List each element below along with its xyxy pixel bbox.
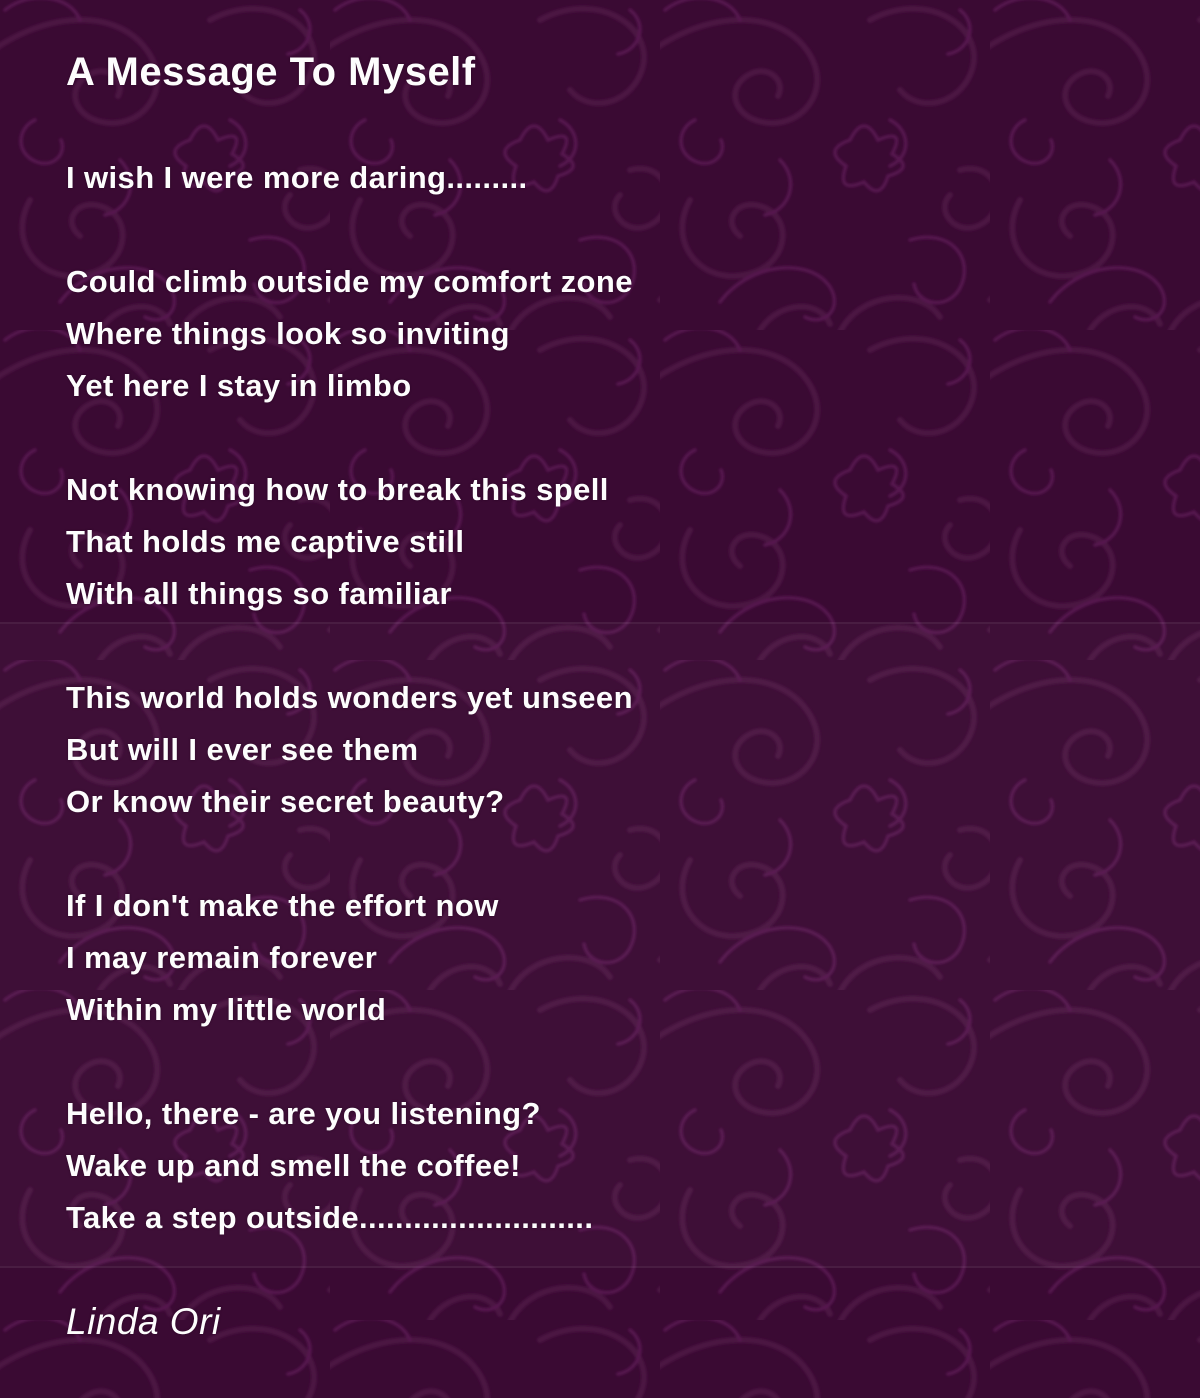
poem-line: That holds me captive still (66, 524, 465, 559)
poem-line: With all things so familiar (66, 576, 453, 611)
stanza-6 (66, 1088, 1160, 1244)
poem-line: Hello, there - are you listening? (66, 1096, 541, 1131)
stanza-2 (66, 256, 1160, 412)
poem-line: Not knowing how to break this spell (66, 472, 609, 507)
poem-author: Linda Ori (66, 1301, 221, 1342)
poem-line: But will I ever see them (66, 732, 419, 767)
poem-line: Yet here I stay in limbo (66, 368, 412, 403)
poem-line: Take a step outside.......................... (66, 1200, 594, 1235)
poem-line: I wish I were more daring......... (66, 160, 528, 195)
poem-line: Or know their secret beauty? (66, 784, 505, 819)
poem-line: Wake up and smell the coffee! (66, 1148, 521, 1183)
poem-line: This world holds wonders yet unseen (66, 680, 633, 715)
poem-line: Could climb outside my comfort zone (66, 264, 633, 299)
poem-line: If I don't make the effort now (66, 888, 499, 923)
stanza-5 (66, 880, 1160, 1036)
poem-line: Where things look so inviting (66, 316, 510, 351)
poem-content (66, 0, 1160, 1348)
poem-line: I may remain forever (66, 940, 378, 975)
poem-title: A Message To Myself (66, 50, 476, 94)
poem-line: Within my little world (66, 992, 387, 1027)
stanza-3 (66, 464, 1160, 620)
stanza-1 (66, 152, 1160, 204)
stanza-4 (66, 672, 1160, 828)
